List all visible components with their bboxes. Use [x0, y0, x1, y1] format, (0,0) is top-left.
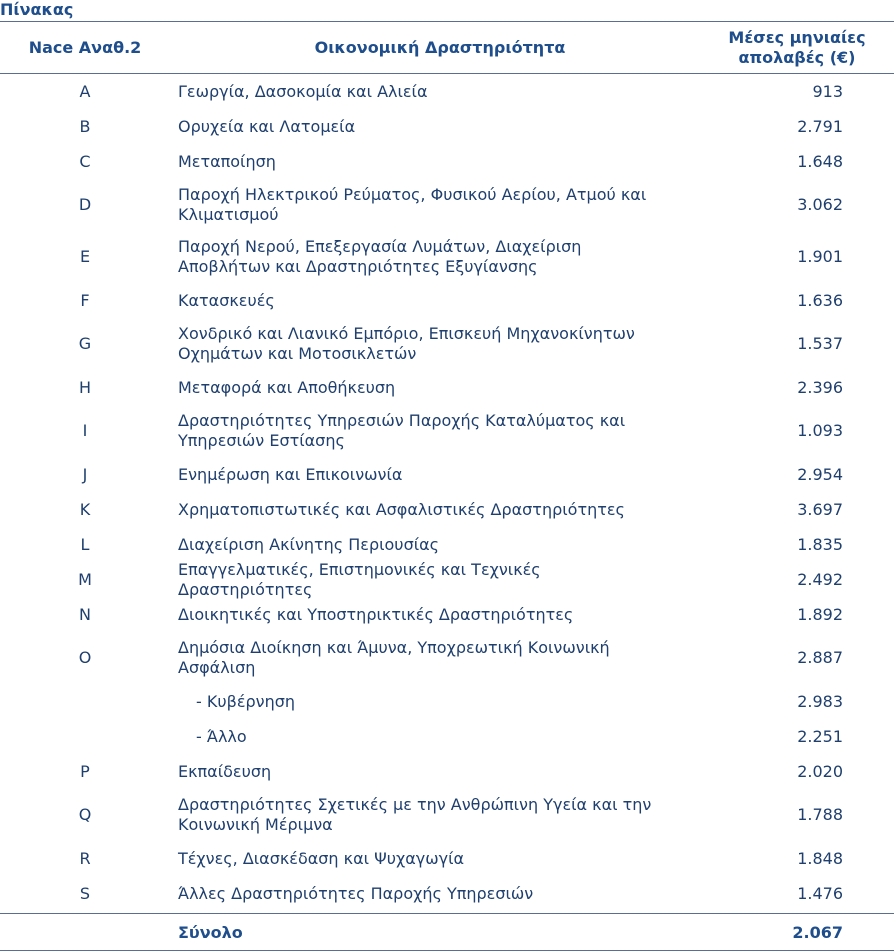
- row-value: 1.476: [797, 883, 843, 903]
- row-code: H: [78, 377, 92, 397]
- total-row: [0, 913, 894, 951]
- row-activity: Δημόσια Διοίκηση και Άμυνα, Υποχρεωτική Κοινωνική Ασφάλιση: [178, 638, 610, 677]
- table-row: [0, 144, 894, 179]
- row-value: 1.848: [797, 848, 843, 868]
- row-code: S: [79, 883, 91, 903]
- table-row: [0, 841, 894, 876]
- table-row: [0, 754, 894, 789]
- table-row: [0, 457, 894, 492]
- row-value: 1.093: [797, 421, 843, 440]
- row-activity: Χρηματοπιστωτικές και Ασφαλιστικές Δραστηριότητες: [178, 499, 625, 519]
- row-code: O: [78, 648, 92, 667]
- row-value: 1.537: [797, 334, 843, 353]
- row-value: 2.396: [797, 377, 843, 397]
- row-activity: Εκπαίδευση: [178, 761, 272, 781]
- row-code: C: [79, 151, 91, 171]
- row-activity: Κατασκευές: [178, 290, 275, 310]
- table-row: [0, 179, 894, 231]
- row-activity: Ενημέρωση και Επικοινωνία: [178, 464, 403, 484]
- row-value: 1.835: [797, 534, 843, 554]
- total-value: 2.067: [792, 922, 843, 942]
- row-value: 2.791: [797, 116, 843, 136]
- table-row: [0, 283, 894, 318]
- row-activity: - Κυβέρνηση: [196, 691, 295, 711]
- row-activity: Μεταποίηση: [178, 151, 276, 171]
- row-activity: Επαγγελματικές, Επιστημονικές και Τεχνικές Δραστηριότητες: [178, 559, 541, 599]
- table-row-sub: [0, 719, 894, 754]
- row-code: L: [80, 534, 90, 554]
- row-value: 1.648: [797, 151, 843, 171]
- row-activity: Μεταφορά και Αποθήκευση: [178, 377, 396, 397]
- table-row: [0, 789, 894, 841]
- row-code: F: [80, 290, 90, 310]
- table-row: [0, 231, 894, 283]
- row-value: 1.901: [797, 247, 843, 266]
- row-value: 2.887: [797, 648, 843, 667]
- row-value: 913: [812, 81, 843, 101]
- table-row: [0, 74, 894, 109]
- table-row: [0, 632, 894, 684]
- row-value: 1.788: [797, 805, 843, 824]
- row-code: B: [79, 116, 91, 136]
- row-code: R: [79, 848, 91, 868]
- row-activity: Δραστηριότητες Υπηρεσιών Παροχής Καταλύματος και Υπηρεσιών Εστίασης: [178, 411, 626, 450]
- row-activity: Χονδρικό και Λιανικό Εμπόριο, Επισκευή Μηχανοκίνητων Οχημάτων και Μοτοσικλετών: [178, 324, 635, 363]
- row-code: J: [82, 464, 88, 484]
- table-row: [0, 109, 894, 144]
- table-row: [0, 405, 894, 457]
- table-row-sub: [0, 684, 894, 719]
- row-activity: Γεωργία, Δασοκομία και Αλιεία: [178, 81, 428, 101]
- total-label: Σύνολο: [178, 922, 243, 942]
- row-code: E: [79, 247, 91, 266]
- row-activity: - Άλλο: [196, 726, 247, 746]
- table-row: [0, 527, 894, 562]
- row-code: K: [79, 499, 91, 519]
- table-body: [0, 74, 894, 911]
- row-value: 3.062: [797, 195, 843, 214]
- table-row: [0, 559, 894, 599]
- row-activity: Δραστηριότητες Σχετικές με την Ανθρώπινη Υγεία και την Κοινωνική Μέριμνα: [178, 795, 652, 834]
- row-code: N: [79, 604, 91, 624]
- row-activity: Τέχνες, Διασκέδαση και Ψυχαγωγία: [178, 848, 465, 868]
- row-activity: Διαχείριση Ακίνητης Περιουσίας: [178, 534, 440, 554]
- row-code: M: [78, 569, 92, 589]
- row-code: G: [78, 334, 92, 353]
- row-code: I: [82, 421, 88, 440]
- row-code: D: [78, 195, 92, 214]
- row-value: 2.983: [797, 691, 843, 711]
- table-row: [0, 492, 894, 527]
- row-activity: Παροχή Νερού, Επεξεργασία Λυμάτων, Διαχείριση Αποβλήτων και Δραστηριότητες Εξυγίανσης: [178, 237, 582, 276]
- row-value: 1.636: [797, 290, 843, 310]
- table-row: [0, 318, 894, 370]
- row-code: [0, 719, 170, 754]
- row-value: 2.251: [797, 726, 843, 746]
- row-value: 2.954: [797, 464, 843, 484]
- row-code: Q: [78, 805, 92, 824]
- table-row: [0, 876, 894, 911]
- header-nace-code: Nace Αναθ.2: [28, 37, 142, 57]
- header-average-monthly-earnings: Μέσες μηνιαίες απολαβές (€): [728, 27, 866, 67]
- table-header: [0, 21, 894, 74]
- row-value: 2.492: [797, 569, 843, 589]
- row-code: [0, 684, 170, 719]
- row-activity: Παροχή Ηλεκτρικού Ρεύματος, Φυσικού Αερίου, Ατμού και Κλιματισμού: [178, 185, 647, 224]
- table-row: [0, 370, 894, 405]
- row-activity: Διοικητικές και Υποστηρικτικές Δραστηριότητες: [178, 604, 574, 624]
- row-value: 2.020: [797, 761, 843, 781]
- row-code: A: [79, 81, 91, 101]
- row-value: 3.697: [797, 499, 843, 519]
- table-caption: Πίνακας: [0, 0, 74, 19]
- row-code: P: [80, 761, 90, 781]
- header-economic-activity: Οικονομική Δραστηριότητα: [314, 37, 566, 57]
- row-value: 1.892: [797, 604, 843, 624]
- row-activity: Ορυχεία και Λατομεία: [178, 116, 356, 136]
- row-activity: Άλλες Δραστηριότητες Παροχής Υπηρεσιών: [178, 883, 534, 903]
- table-row: [0, 597, 894, 632]
